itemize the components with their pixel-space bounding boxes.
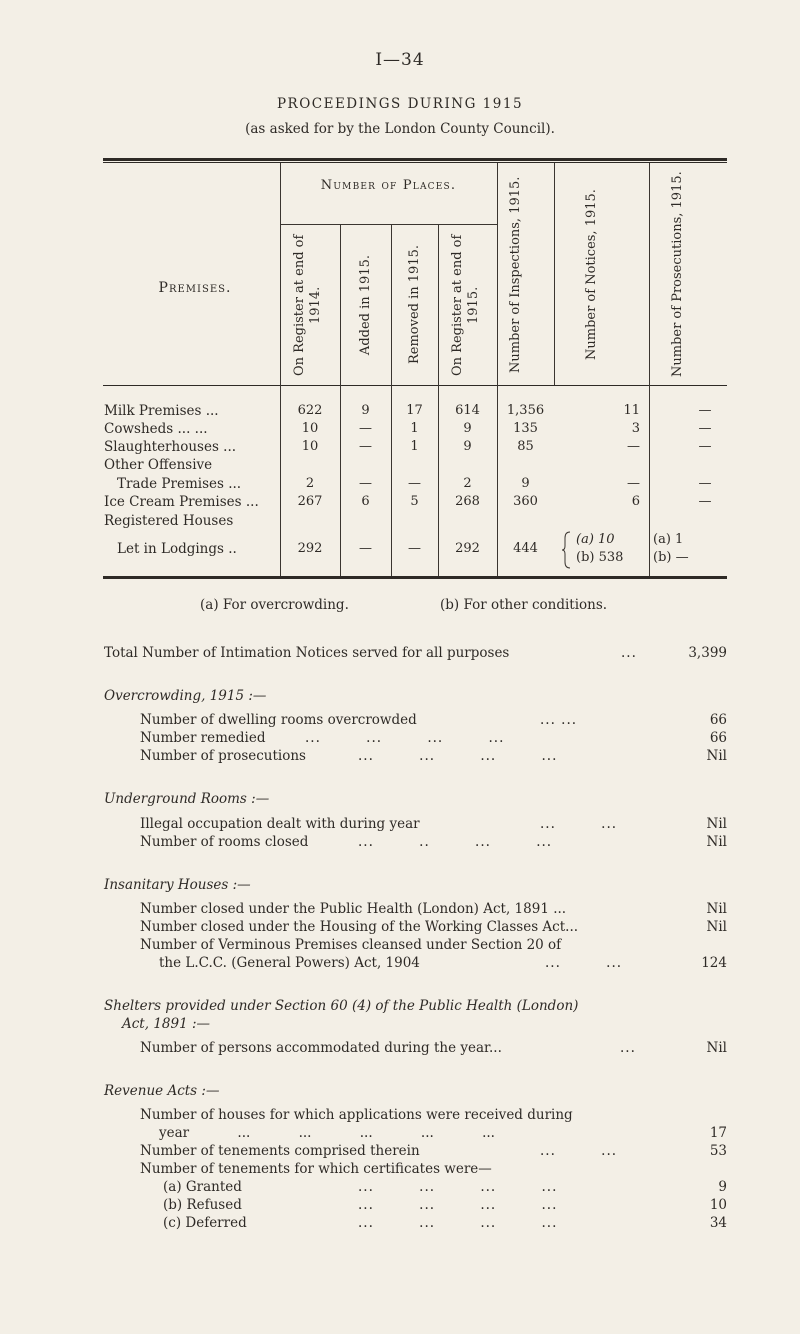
cell-notices: 6 [631, 494, 640, 509]
cell-inspections: 9 [521, 476, 530, 491]
table-bottom-rule [103, 576, 727, 579]
item-value: Nil [706, 919, 727, 935]
overcrowding-heading: Overcrowding, 1915 :— [104, 688, 267, 704]
row-label: Cowsheds ... ... [104, 421, 208, 437]
item-label: Number of prosecutions [140, 748, 306, 764]
item-value: Nil [706, 834, 727, 850]
header-inspections-text: Number of Inspections, 1915. [507, 176, 523, 373]
item-label: Number remedied [140, 730, 266, 746]
header-prosecutions-text: Number of Prosecutions, 1915. [670, 171, 685, 378]
leader-dots: ... ... ... ... [358, 1215, 558, 1231]
page-subtitle: (as asked for by the London County Council). [245, 121, 555, 137]
leader-dots: ... ... ... ... [358, 1197, 558, 1213]
cell-notices: — [627, 439, 640, 454]
item-label: Number closed under the Housing of the Working Classes Act... [140, 919, 579, 935]
places-header: Number of Places. [320, 178, 457, 193]
cell-prosecutions-a: (a) 1 [653, 532, 684, 547]
item-value: 124 [701, 955, 727, 971]
header-added [340, 226, 391, 384]
header-on-register-1915 [438, 226, 497, 384]
item-label: Number of rooms closed [140, 834, 309, 850]
premises-header: Premises. [158, 280, 232, 296]
table-top-rule [103, 158, 727, 161]
cell-added: — [359, 421, 372, 436]
cell-prosecutions: — [698, 494, 712, 509]
item-label-continued: the L.C.C. (General Powers) Act, 1904 [159, 955, 420, 971]
cell-added: 9 [361, 403, 370, 418]
brace-icon [562, 530, 572, 570]
row-label-line1: Other Offensive [104, 457, 213, 473]
cell-inspections: 1,356 [506, 403, 545, 418]
leader-dots: ... [620, 1040, 636, 1056]
cell-reg1914: 10 [301, 421, 319, 436]
places-rule [280, 224, 497, 225]
cell-removed: — [408, 541, 421, 556]
item-value: 17 [709, 1125, 727, 1141]
leader-dots: ... [621, 645, 637, 661]
cell-prosecutions: — [698, 403, 712, 418]
shelters-heading: Shelters provided under Section 60 (4) of the Public Health (London) [104, 998, 579, 1014]
footnote-a: (a) For overcrowding. [200, 597, 349, 613]
item-label: (a) Granted [163, 1179, 242, 1195]
item-label: Number of tenements comprised therein [140, 1143, 420, 1159]
cell-inspections: 135 [513, 421, 538, 436]
item-value: 34 [709, 1215, 727, 1231]
item-label: Number of houses for which applications were received during [140, 1107, 573, 1123]
header-inspections [497, 165, 554, 384]
cell-notices-a: (a) 10 [576, 532, 615, 547]
page-number: I—34 [375, 50, 425, 70]
header-notices [554, 165, 649, 384]
item-value: 66 [709, 712, 727, 728]
cell-reg1915: 614 [455, 403, 480, 418]
cell-reg1914: 622 [297, 403, 323, 418]
total-intimation-value: 3,399 [688, 645, 727, 661]
page-title: PROCEEDINGS DURING 1915 [276, 96, 524, 112]
cell-added: — [359, 541, 372, 556]
row-label: Let in Lodgings .. [117, 541, 237, 557]
leader-dots: ... ... ... ... [305, 730, 505, 746]
item-label-continued: year ... ... ... ... ... [159, 1125, 495, 1141]
item-value: 9 [718, 1179, 727, 1195]
cell-notices: — [627, 476, 640, 491]
item-label: Number of persons accommodated during the year... [140, 1040, 502, 1056]
header-removed [391, 226, 438, 384]
cell-reg1914: 2 [305, 476, 315, 491]
cell-reg1914: 267 [297, 494, 323, 509]
header-added-text: Added in 1915. [357, 254, 373, 356]
cell-added: — [359, 439, 372, 454]
row-label: Ice Cream Premises ... [104, 494, 259, 510]
cell-reg1915: 2 [463, 476, 472, 491]
cell-inspections: 444 [513, 541, 538, 556]
leader-dots: ... ... ... ... [358, 1179, 558, 1195]
insanitary-heading: Insanitary Houses :— [104, 877, 251, 893]
row-label: Slaughterhouses ... [104, 439, 237, 455]
cell-notices-b: (b) 538 [576, 550, 624, 565]
header-on-register-1915-text: On Register at end of 1915. [449, 234, 481, 376]
cell-prosecutions-b: (b) — [653, 550, 689, 565]
item-label: Number of Verminous Premises cleansed under Section 20 of [140, 937, 562, 953]
cell-removed: — [408, 476, 421, 491]
cell-reg1915: 9 [463, 421, 472, 436]
item-value: Nil [706, 816, 727, 832]
item-label: Number of tenements for which certificates were— [140, 1161, 492, 1177]
item-value: Nil [706, 1040, 727, 1056]
cell-prosecutions: — [698, 439, 712, 454]
cell-added: — [359, 476, 372, 491]
leader-dots: ... .. ... ... [358, 834, 553, 850]
header-on-register-1914-text: On Register at end of 1914. [292, 234, 323, 376]
cell-reg1915: 268 [455, 494, 480, 509]
item-label: (c) Deferred [163, 1215, 247, 1231]
header-notices-text: Number of Notices, 1915. [583, 189, 599, 360]
row-label-line1: Registered Houses [104, 513, 234, 529]
cell-inspections: 85 [517, 439, 534, 454]
item-label: Number of dwelling rooms overcrowded [140, 712, 417, 728]
item-value: 66 [709, 730, 727, 746]
cell-prosecutions: — [698, 421, 712, 436]
cell-notices: 11 [623, 403, 640, 418]
total-intimation-label: Total Number of Intimation Notices served for all purposes [104, 645, 510, 661]
row-label: Milk Premises ... [104, 403, 219, 419]
cell-reg1915: 292 [455, 541, 480, 556]
shelters-heading-continued: Act, 1891 :— [122, 1016, 211, 1032]
cell-reg1914: 10 [301, 439, 319, 454]
cell-removed: 5 [410, 494, 419, 509]
leader-dots: ... ... [540, 816, 618, 832]
cell-notices: 3 [631, 421, 640, 436]
header-prosecutions [649, 165, 727, 384]
cell-removed: 1 [410, 421, 419, 436]
item-label: Illegal occupation dealt with during year [140, 816, 420, 832]
table-top-rule-inner [103, 162, 727, 163]
item-value: Nil [706, 901, 727, 917]
cell-removed: 17 [406, 403, 423, 418]
footnote-b: (b) For other conditions. [440, 597, 608, 613]
leader-dots: ... ... [540, 712, 578, 728]
cell-removed: 1 [410, 439, 419, 454]
cell-prosecutions: — [698, 476, 712, 491]
cell-reg1915: 9 [463, 439, 472, 454]
table-header-rule [103, 385, 727, 386]
row-label: Trade Premises ... [117, 476, 242, 492]
leader-dots: ... ... [545, 955, 623, 971]
underground-heading: Underground Rooms :— [104, 791, 270, 807]
item-label: Number closed under the Public Health (London) Act, 1891 ... [140, 901, 567, 917]
revenue-heading: Revenue Acts :— [104, 1083, 220, 1099]
item-value: Nil [706, 748, 727, 764]
cell-reg1914: 292 [297, 541, 323, 556]
item-label: (b) Refused [163, 1197, 242, 1213]
cell-added: 6 [361, 494, 370, 509]
header-removed-text: Removed in 1915. [406, 245, 422, 365]
leader-dots: ... ... ... ... [358, 748, 558, 764]
item-value: 10 [709, 1197, 727, 1213]
cell-inspections: 360 [513, 494, 538, 509]
header-on-register-1914 [280, 226, 340, 384]
leader-dots: ... ... [540, 1143, 618, 1159]
item-value: 53 [709, 1143, 727, 1159]
